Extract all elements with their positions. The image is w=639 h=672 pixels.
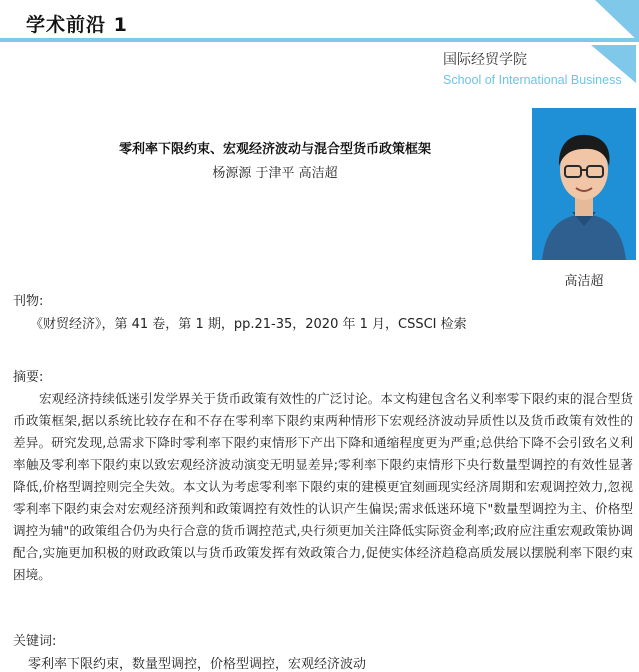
header-corner-triangle: [595, 0, 639, 42]
header-divider: [0, 38, 639, 42]
paper-authors: 杨源源 于津平 高洁超: [212, 166, 338, 181]
journal-label: 刊物:: [13, 294, 44, 309]
paper-title: 零利率下限约束、宏观经济波动与混合型货币政策框架: [118, 142, 431, 157]
section-title: 学术前沿 1: [26, 14, 128, 36]
school-name-cn: 国际经贸学院: [443, 52, 527, 68]
author-photo: [532, 108, 636, 260]
school-name-en: School of International Business: [443, 73, 622, 87]
keywords-text: 零利率下限约束，数量型调控，价格型调控，宏观经济波动: [28, 657, 367, 672]
journal-citation: 《财贸经济》，第 41 卷，第 1 期，pp.21-35，2020 年 1 月，CSSCI 检索: [30, 317, 467, 332]
keywords-label: 关键词:: [13, 634, 57, 649]
abstract-label: 摘要:: [13, 370, 44, 385]
abstract-text: 宏观经济持续低迷引发学界关于货币政策有效性的广泛讨论。本文构建包含名义利率零下限约束的混合型货币政策框架,据以系统比较存在和不存在零利率下限约束两种情形下宏观经济波动异质性以及货币政策有效性的差异。研究发现,总需求下降时零利率下限约束情形下产出下降和通缩程度更为严重;总供给下降不会引致名义利率触及零利率下限约束以致宏观经济波动演变无明显差异;零利率下限约束情形下央行数量型调控的有效性显著降低,价格型调控则完全失效。本文认为考虑零利率下限约束的建模更宜刻画现实经济周期和宏观调控效力,忽视零利率下限约束会对宏观经济预判和政策调控有效性的认识产生偏误;需求低迷环境下"数量型调控为主、价格型调控为辅"的政策组合仍为央行合意的货币调控范式,央行须更加关注降低实际资金利率;政府应注重宏观政策协调配合,实施更加积极的财政政策以与货币政策发挥有效政策合力,促使实体经济趋稳高质发展以摆脱利率下限约束困境。: [13, 391, 633, 582]
photo-caption: 高洁超: [564, 274, 604, 289]
portrait-illustration: [532, 108, 636, 260]
